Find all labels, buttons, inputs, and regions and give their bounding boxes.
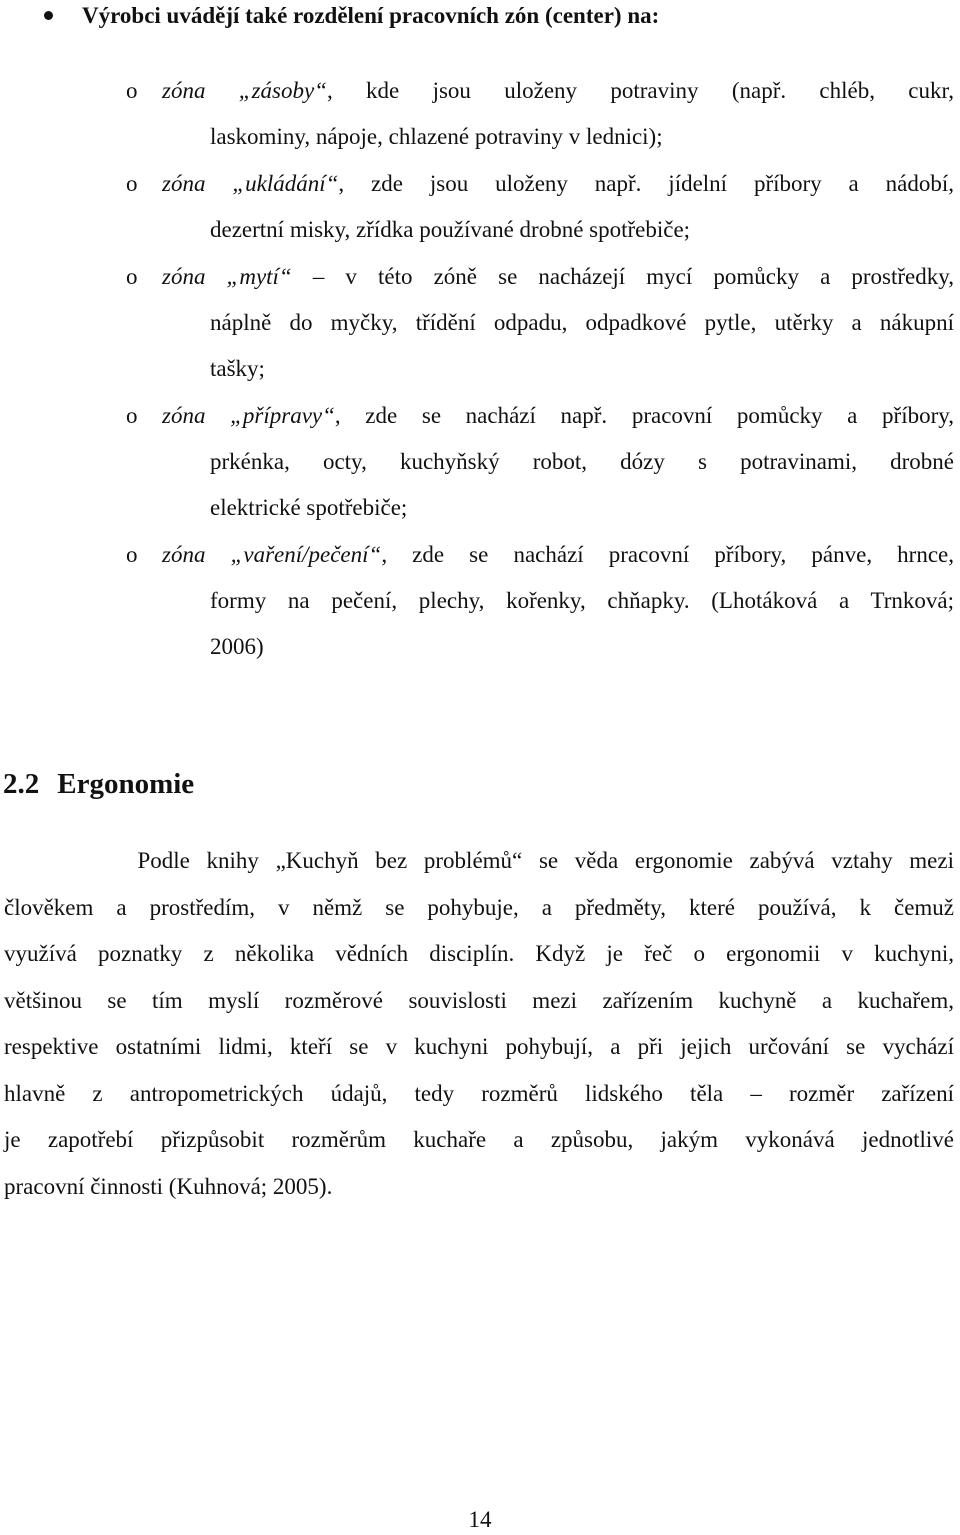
paragraph-line: využívá poznatky z několika vědních disciplín. Když je řeč o ergonomii v kuchyni,: [4, 941, 954, 966]
zone-prefix: zóna: [162, 78, 239, 103]
paragraph-line: pracovní činnosti (Kuhnová; 2005).: [4, 1173, 333, 1199]
zone-description: , zde se nachází např. pracovní pomůcky a příbory,: [334, 403, 955, 428]
zone-prefix: zóna: [162, 264, 227, 289]
zone-continuation-line: formy na pečení, plechy, kořenky, chňapky. (Lhotáková a Trnková;: [210, 588, 954, 613]
list-marker: o: [126, 542, 138, 567]
zone-name: „ukládání“: [232, 171, 339, 196]
zone-first-line: [162, 68, 954, 114]
zone-first-line: [162, 393, 954, 439]
zone-continuation-line: náplně do myčky, třídění odpadu, odpadkové pytle, utěrky a nákupní: [210, 310, 954, 335]
zone-continuation-line: dezertní misky, zřídka používané drobné spotřebiče;: [210, 217, 691, 242]
list-marker: o: [126, 171, 138, 196]
zone-continuation-line: laskominy, nápoje, chlazené potraviny v lednici);: [210, 124, 663, 149]
section-number: 2.2: [3, 768, 40, 800]
zone-prefix: zóna: [162, 171, 233, 196]
zone-name: „mytí“: [226, 264, 292, 289]
body-paragraph: [4, 838, 954, 1210]
zone-continuation-line: elektrické spotřebiče;: [210, 495, 408, 520]
paragraph-line: je zapotřebí přizpůsobit rozměrům kuchaře a způsobu, jakým vykonává jednotlivé: [4, 1127, 954, 1152]
bullet-heading-text: Výrobci uvádějí také rozdělení pracovních zón (center) na:: [82, 3, 660, 28]
paragraph-line: většinou se tím myslí rozměrové souvislosti mezi zařízením kuchyně a kuchařem,: [4, 987, 954, 1013]
zone-description: , zde se nachází pracovní příbory, pánve, hrnce,: [381, 542, 954, 567]
zone-name: „přípravy“: [230, 403, 335, 428]
section-heading: [3, 764, 194, 804]
zone-name: „zásoby“: [238, 78, 327, 103]
zone-first-line: [162, 161, 954, 207]
paragraph-line: respektive ostatními lidmi, kteří se v kuchyni pohybují, a při jejich určování se vychází: [4, 1034, 954, 1059]
zone-continuation-line: tašky;: [210, 356, 265, 381]
zone-first-line: [162, 254, 954, 300]
list-marker: o: [126, 403, 138, 428]
bullet-icon: [44, 11, 53, 20]
zone-prefix: zóna: [162, 542, 231, 567]
zone-description: , zde jsou uloženy např. jídelní příbory a nádobí,: [338, 171, 955, 196]
zone-first-line: [162, 532, 954, 578]
zone-continuation-line: prkénka, octy, kuchyňský robot, dózy s potravinami, drobné: [210, 449, 954, 474]
bullet-heading: [0, 0, 960, 32]
list-marker: o: [126, 264, 138, 289]
paragraph-line: Podle knihy „Kuchyň bez problémů“ se věda ergonomie zabývá vztahy mezi: [4, 848, 954, 873]
list-marker: o: [126, 78, 138, 103]
section-title: Ergonomie: [57, 768, 195, 800]
zone-description: – v této zóně se nacházejí mycí pomůcky a prostředky,: [291, 264, 954, 289]
zone-continuation-line: 2006): [210, 634, 264, 659]
zone-description: , kde jsou uloženy potraviny (např. chléb, cukr,: [326, 78, 954, 103]
paragraph-line: hlavně z antropometrických údajů, tedy rozměrů lidského těla – rozměr zařízení: [4, 1080, 954, 1106]
zone-prefix: zóna: [162, 403, 231, 428]
zone-name: „vaření/pečení“: [230, 542, 382, 567]
page-number: 14: [468, 1507, 492, 1532]
paragraph-line: člověkem a prostředím, v němž se pohybuje, a předměty, které používá, k čemuž: [4, 894, 954, 920]
